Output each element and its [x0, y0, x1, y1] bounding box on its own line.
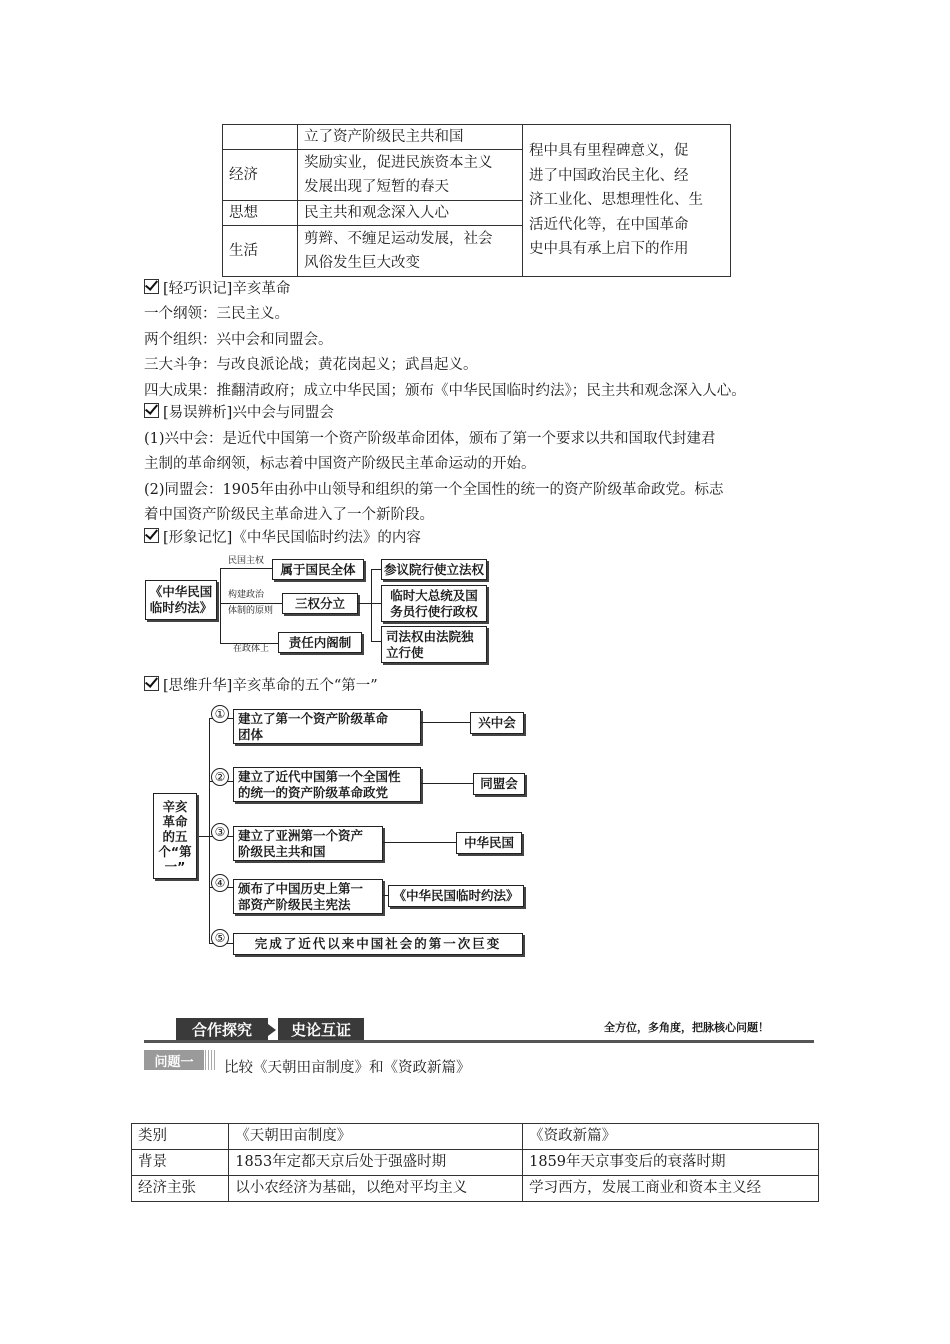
- first-item: 颁布了中国历史上第一 部资产阶级民主宪法: [233, 879, 383, 914]
- checkbox-icon: [144, 528, 159, 543]
- number-badge: ①: [211, 705, 229, 723]
- table-cell: 立了资产阶级民主共和国: [298, 125, 523, 150]
- label-political: 构建政治: [228, 590, 265, 600]
- table-cell: 生活: [223, 226, 298, 277]
- connector-line: [357, 603, 371, 604]
- paragraph-line: 主制的革命纲领，标志着中国资产阶级民主革命运动的开始。: [144, 456, 536, 472]
- node-judicial: 司法权由法院独 立行使: [381, 626, 487, 663]
- memo-line: 四大成果：推翻清政府；成立中华民国；颁布《中华民国临时约法》；民主共和观念深入人心。: [144, 383, 746, 399]
- first-result: 兴中会: [470, 712, 524, 734]
- banner-rule: [144, 1040, 814, 1043]
- label-political: 体制的原则: [228, 606, 274, 616]
- memo-line: 一个纲领：三民主义。: [144, 306, 289, 322]
- table-row: [132, 1176, 819, 1202]
- diagram-root: 《中华民国 临时约法》: [145, 580, 217, 620]
- question-text: 比较《天朝田亩制度》和《资政新篇》: [224, 1060, 471, 1076]
- table-cell: 经济主张: [132, 1176, 229, 1202]
- banner-slogan: 全方位，多角度，把脉核心问题！: [604, 1021, 769, 1034]
- stripe-decoration: [205, 1050, 215, 1070]
- first-result: 同盟会: [473, 773, 525, 795]
- memo-line: 三大斗争：与改良派论战；黄花岗起义；武昌起义。: [144, 357, 478, 373]
- banner-tag-left: 合作探究: [176, 1018, 268, 1040]
- number-badge: ④: [211, 874, 229, 892]
- table-row: [132, 1150, 819, 1176]
- table-cell: 思想: [223, 201, 298, 226]
- image-memory-heading: [形象记忆]《中华民国临时约法》的内容: [144, 528, 421, 548]
- paragraph-line: 着中国资产阶级民主革命进入了一个新阶段。: [144, 507, 434, 523]
- table-cell: 学习西方，发展工商业和资本主义经: [523, 1176, 819, 1202]
- confuse-heading: [易误辨析]兴中会与同盟会: [144, 403, 334, 423]
- connector-line: [199, 836, 209, 837]
- table-header: 类别: [132, 1124, 229, 1150]
- checkbox-icon: [144, 279, 159, 294]
- first-item: 建立了第一个资产阶级革命 团体: [233, 709, 421, 744]
- banner-arrow-icon: [268, 1024, 276, 1036]
- table-cell: 1859年天京事变后的衰落时期: [523, 1150, 819, 1176]
- checkbox-icon: [144, 403, 159, 418]
- first-item: 完成了近代以来中国社会的第一次巨变: [233, 933, 523, 955]
- node-people: 属于国民全体: [272, 559, 364, 580]
- number-badge: ③: [211, 823, 229, 841]
- banner-tag-right: 史论互证: [278, 1018, 364, 1040]
- bracket-line: [209, 718, 210, 943]
- first-result: 中华民国: [456, 832, 522, 854]
- number-badge: ⑤: [211, 929, 229, 947]
- bracket-line: [220, 568, 221, 644]
- table-header: 《天朝田亩制度》: [229, 1124, 523, 1150]
- connector-line: [371, 641, 381, 642]
- node-executive: 临时大总统及国 务员行使行政权: [381, 585, 487, 622]
- label-sovereignty: 民国主权: [228, 556, 265, 566]
- first-item: 建立了亚洲第一个资产 阶级民主共和国: [233, 826, 383, 861]
- table-cell: 民主共和观念深入人心: [298, 201, 523, 226]
- table-cell: [223, 125, 298, 150]
- first-result: 《中华民国临时约法》: [388, 885, 524, 907]
- connector-line: [220, 568, 272, 569]
- table-cell: 奖励实业，促进民族资本主义 发展出现了短暂的春天: [298, 150, 523, 201]
- table-cell: 以小农经济为基础，以绝对平均主义: [229, 1176, 523, 1202]
- node-cabinet: 责任内阁制: [278, 632, 362, 653]
- table-cell: 背景: [132, 1150, 229, 1176]
- first-item: 建立了近代中国第一个全国性 的统一的资产阶级革命政党: [233, 767, 421, 802]
- significance-cell: 程中具有里程碑意义，促 进了中国政治民主化、经 济工业化、思想理性化、生 活近代化等，在中国革命 史中具有承上启下的作用: [523, 125, 731, 277]
- number-badge: ②: [211, 768, 229, 786]
- summary-table: [222, 124, 731, 277]
- question-tag: 问题一: [144, 1050, 204, 1070]
- connector-line: [420, 722, 470, 723]
- thinking-heading: [思维升华]辛亥革命的五个“第一”: [144, 676, 378, 696]
- memo-heading: [轻巧识记]辛亥革命: [144, 279, 290, 299]
- table-header: 《资政新篇》: [523, 1124, 819, 1150]
- connector-line: [220, 603, 282, 604]
- diagram-root: 辛亥 革命 的五 个“第 一”: [153, 793, 197, 879]
- table-cell: 剪辫、不缠足运动发展，社会 风俗发生巨大改变: [298, 226, 523, 277]
- node-legislative: 参议院行使立法权: [381, 559, 487, 580]
- checkbox-icon: [144, 676, 159, 691]
- compare-table: [131, 1123, 819, 1202]
- paragraph-line: (1)兴中会：是近代中国第一个资产阶级革命团体，颁布了第一个要求以共和国取代封建君: [144, 431, 716, 447]
- memo-line: 两个组织：兴中会和同盟会。: [144, 332, 333, 348]
- table-cell: 经济: [223, 150, 298, 201]
- paragraph-line: (2)同盟会：1905年由孙中山领导和组织的第一个全国性的统一的资产阶级革命政党。标志: [144, 482, 724, 498]
- connector-line: [371, 603, 381, 604]
- connector-line: [382, 842, 456, 843]
- label-regime: 在政体上: [233, 644, 270, 654]
- table-cell: 1853年定都天京后处于强盛时期: [229, 1150, 523, 1176]
- connector-line: [420, 783, 473, 784]
- connector-line: [371, 569, 381, 570]
- bracket-line: [371, 569, 372, 641]
- node-separation: 三权分立: [282, 593, 358, 614]
